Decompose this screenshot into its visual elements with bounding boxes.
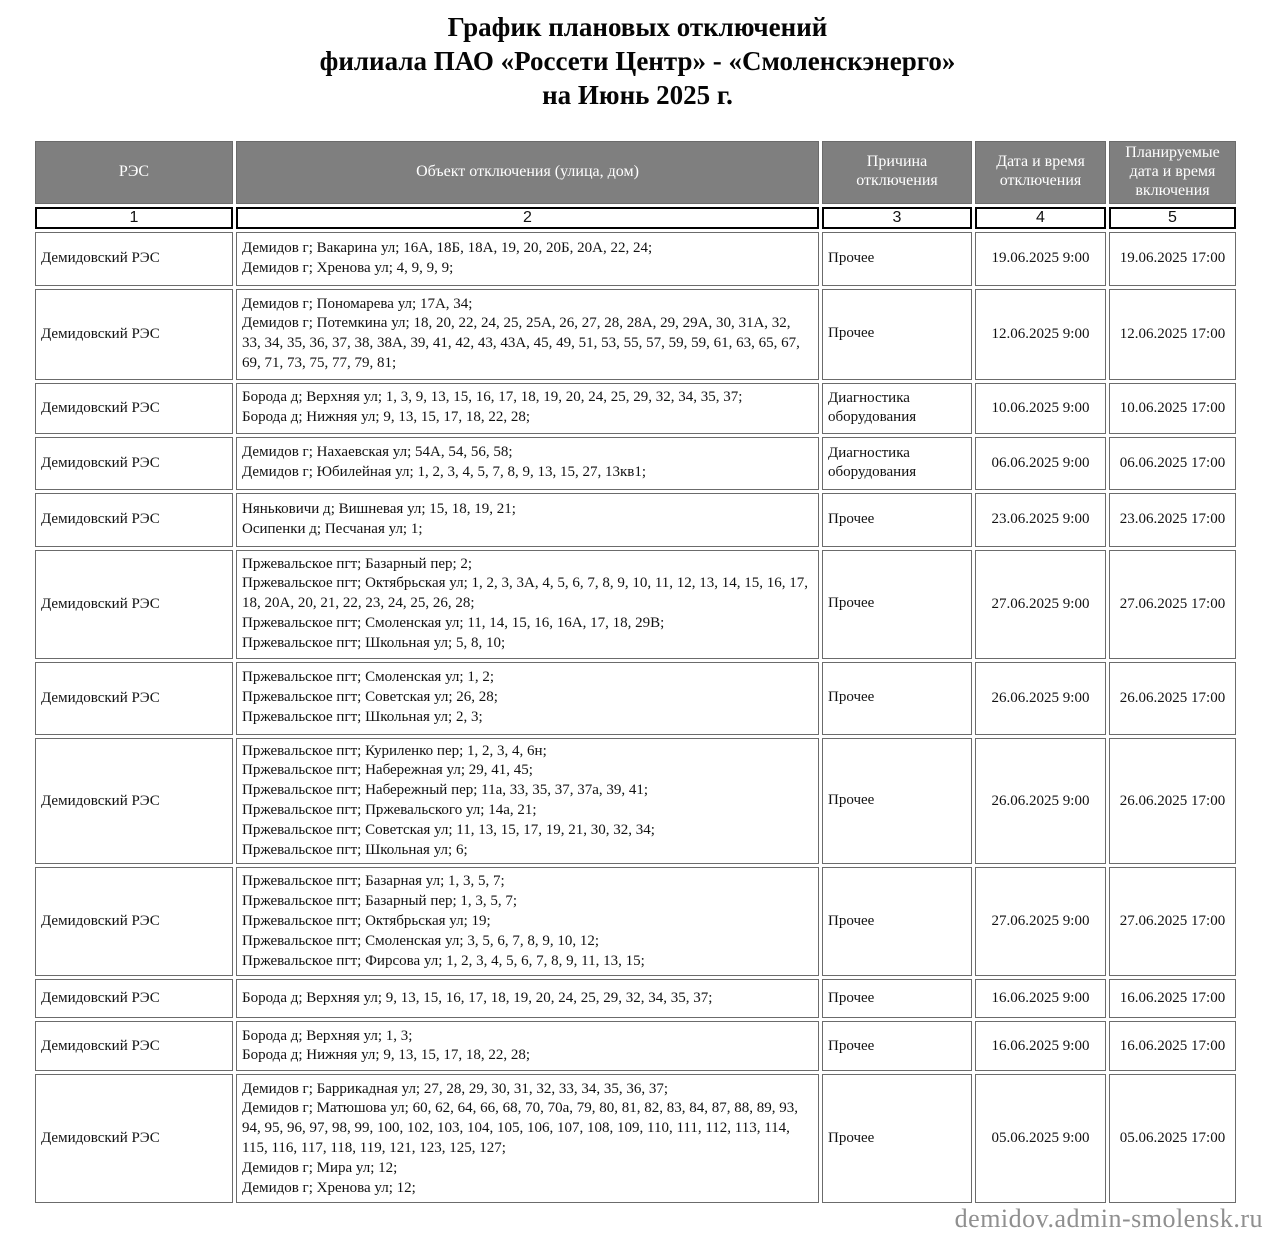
object-line: Пржевальское пгт; Набережная ул; 29, 41, 45; — [242, 762, 533, 779]
reason-cell: Диагностика оборудования — [822, 383, 972, 434]
object-cell — [236, 437, 819, 490]
object-cell — [236, 550, 819, 659]
res-cell: Демидовский РЭС — [35, 437, 233, 490]
table-row — [35, 437, 1236, 490]
off-datetime-cell: 19.06.2025 9:00 — [975, 232, 1106, 286]
res-cell: Демидовский РЭС — [35, 383, 233, 434]
off-datetime-cell: 26.06.2025 9:00 — [975, 662, 1106, 735]
table-row — [35, 232, 1236, 286]
res-cell: Демидовский РЭС — [35, 493, 233, 547]
table-row — [35, 289, 1236, 380]
object-line: Демидов г; Мира ул; 12; — [242, 1159, 398, 1176]
table-row — [35, 738, 1236, 865]
object-line: Демидов г; Юбилейная ул; 1, 2, 3, 4, 5, 7, 8, 9, 13, 15, 27, 13кв1; — [242, 464, 646, 481]
res-cell: Демидовский РЭС — [35, 979, 233, 1018]
object-line: Пржевальское пгт; Набережный пер; 11а, 33, 35, 37, 37а, 39, 41; — [242, 782, 649, 799]
on-datetime-cell: 10.06.2025 17:00 — [1109, 383, 1236, 434]
on-datetime-cell: 27.06.2025 17:00 — [1109, 550, 1236, 659]
object-line: Пржевальское пгт; Смоленская ул; 1, 2; — [242, 669, 494, 686]
object-cell — [236, 738, 819, 865]
object-line: Борода д; Верхняя ул; 1, 3; — [242, 1027, 413, 1044]
off-datetime-cell: 26.06.2025 9:00 — [975, 738, 1106, 865]
object-line: Пржевальское пгт; Куриленко пер; 1, 2, 3, 4, 6н; — [242, 742, 547, 759]
on-datetime-cell: 27.06.2025 17:00 — [1109, 867, 1236, 976]
header-off-datetime: Дата и время отключения — [975, 141, 1106, 204]
object-cell — [236, 1021, 819, 1071]
reason-cell: Прочее — [822, 738, 972, 865]
site-watermark: demidov.admin-smolensk.ru — [954, 1204, 1263, 1233]
on-datetime-cell: 19.06.2025 17:00 — [1109, 232, 1236, 286]
header-label-row — [35, 141, 1236, 204]
table-row — [35, 1074, 1236, 1203]
reason-cell: Диагностика оборудования — [822, 437, 972, 490]
header-object: Объект отключения (улица, дом) — [236, 141, 819, 204]
header-number-row — [35, 207, 1236, 229]
reason-cell: Прочее — [822, 867, 972, 976]
object-cell — [236, 289, 819, 380]
off-datetime-cell: 27.06.2025 9:00 — [975, 867, 1106, 976]
object-line: Пржевальское пгт; Фирсова ул; 1, 2, 3, 4, 5, 6, 7, 8, 9, 11, 13, 15; — [242, 952, 645, 969]
header-res: РЭС — [35, 141, 233, 204]
object-line: Пржевальское пгт; Октябрьская ул; 19; — [242, 913, 491, 930]
off-datetime-cell: 23.06.2025 9:00 — [975, 493, 1106, 547]
off-datetime-cell: 16.06.2025 9:00 — [975, 1021, 1106, 1071]
column-number: 4 — [975, 207, 1106, 229]
object-line: Пржевальское пгт; Смоленская ул; 11, 14, 15, 16, 16А, 17, 18, 29В; — [242, 615, 665, 632]
table-body — [35, 232, 1236, 1204]
on-datetime-cell: 12.06.2025 17:00 — [1109, 289, 1236, 380]
on-datetime-cell: 26.06.2025 17:00 — [1109, 662, 1236, 735]
res-cell: Демидовский РЭС — [35, 232, 233, 286]
object-line: Пржевальское пгт; Базарный пер; 1, 3, 5, 7; — [242, 893, 518, 910]
column-number: 3 — [822, 207, 972, 229]
title-line-3: на Июнь 2025 г. — [542, 80, 733, 111]
object-line: Пржевальское пгт; Базарный пер; 2; — [242, 555, 473, 572]
table-row — [35, 383, 1236, 434]
res-cell: Демидовский РЭС — [35, 1021, 233, 1071]
object-line: Пржевальское пгт; Смоленская ул; 3, 5, 6, 7, 8, 9, 10, 12; — [242, 932, 599, 949]
off-datetime-cell: 16.06.2025 9:00 — [975, 979, 1106, 1018]
reason-cell: Прочее — [822, 550, 972, 659]
reason-cell: Прочее — [822, 979, 972, 1018]
object-line: Борода д; Верхняя ул; 9, 13, 15, 16, 17, 18, 19, 20, 24, 25, 29, 32, 34, 35, 37; — [242, 990, 713, 1007]
object-cell — [236, 979, 819, 1018]
off-datetime-cell: 06.06.2025 9:00 — [975, 437, 1106, 490]
title-line-1: График плановых отключений — [447, 12, 828, 42]
table-row — [35, 493, 1236, 547]
object-line: Демидов г; Хренова ул; 4, 9, 9, 9; — [242, 259, 454, 276]
header-reason: Причина отключения — [822, 141, 972, 204]
object-line: Демидов г; Хренова ул; 12; — [242, 1179, 416, 1196]
off-datetime-cell: 27.06.2025 9:00 — [975, 550, 1106, 659]
on-datetime-cell: 23.06.2025 17:00 — [1109, 493, 1236, 547]
off-datetime-cell: 05.06.2025 9:00 — [975, 1074, 1106, 1203]
object-cell — [236, 662, 819, 735]
table-row — [35, 1021, 1236, 1071]
title-line-2: филиала ПАО «Россети Центр» - «Смоленскэнерго» — [319, 46, 956, 77]
reason-cell: Прочее — [822, 662, 972, 735]
object-cell — [236, 493, 819, 547]
res-cell: Демидовский РЭС — [35, 550, 233, 659]
page-title — [0, 0, 1275, 112]
res-cell: Демидовский РЭС — [35, 738, 233, 865]
object-line: Пржевальское пгт; Советская ул; 11, 13, 15, 17, 19, 21, 30, 32, 34; — [242, 821, 655, 838]
object-line: Пржевальское пгт; Школьная ул; 5, 8, 10; — [242, 634, 506, 651]
res-cell: Демидовский РЭС — [35, 867, 233, 976]
on-datetime-cell: 16.06.2025 17:00 — [1109, 979, 1236, 1018]
object-line: Борода д; Верхняя ул; 1, 3, 9, 13, 15, 16, 17, 18, 19, 20, 24, 25, 29, 32, 34, 35, 37; — [242, 389, 743, 406]
on-datetime-cell: 05.06.2025 17:00 — [1109, 1074, 1236, 1203]
table-row — [35, 979, 1236, 1018]
object-line: Борода д; Нижняя ул; 9, 13, 15, 17, 18, 22, 28; — [242, 409, 530, 426]
object-line: Пржевальское пгт; Базарная ул; 1, 3, 5, 7; — [242, 873, 505, 890]
object-line: Демидов г; Вакарина ул; 16А, 18Б, 18А, 19, 20, 20Б, 20А, 22, 24; — [242, 239, 653, 256]
object-line: Демидов г; Матюшова ул; 60, 62, 64, 66, 68, 70, 70а, 79, 80, 81, 82, 83, 84, 87, 88, 89, 93, 94, 95, 96, 97, 98, 99, 100, 102, 103, 104, 105, 106, 107, 108, 109, 110, 111, 112, 113, 114, 115, 116, 117, 118, 119, 121, 123, 125, 127; — [242, 1100, 798, 1156]
object-line: Борода д; Нижняя ул; 9, 13, 15, 17, 18, 22, 28; — [242, 1047, 530, 1064]
object-line: Демидов г; Потемкина ул; 18, 20, 22, 24, 25, 25А, 26, 27, 28, 28А, 29, 29А, 30, 31А, 32, 33, 34, 35, 36, 37, 38, 38А, 39, 41, 42, 43, 43А, 45, 49, 51, 53, 55, 57, 59, 59, 61, 63, 65, 67, 69, 71, 73, 75, 77, 79, 81; — [242, 315, 800, 371]
reason-cell: Прочее — [822, 493, 972, 547]
object-line: Пржевальское пгт; Пржевальского ул; 14а, 21; — [242, 802, 537, 819]
object-cell — [236, 383, 819, 434]
table-row — [35, 867, 1236, 976]
object-line: Демидов г; Баррикадная ул; 27, 28, 29, 30, 31, 32, 33, 34, 35, 36, 37; — [242, 1080, 669, 1097]
reason-cell: Прочее — [822, 232, 972, 286]
column-number: 2 — [236, 207, 819, 229]
reason-cell: Прочее — [822, 289, 972, 380]
table-header — [35, 141, 1236, 229]
object-line: Няньковичи д; Вишневая ул; 15, 18, 19, 21; — [242, 500, 516, 517]
object-line: Пржевальское пгт; Октябрьская ул; 1, 2, 3, 3А, 4, 5, 6, 7, 8, 9, 10, 11, 12, 13, 14, 15, 16, 17, 18, 20А, 20, 21, 22, 23, 24, 25, 26, 28; — [242, 575, 809, 612]
object-line: Пржевальское пгт; Школьная ул; 6; — [242, 841, 468, 858]
res-cell: Демидовский РЭС — [35, 289, 233, 380]
on-datetime-cell: 26.06.2025 17:00 — [1109, 738, 1236, 865]
on-datetime-cell: 16.06.2025 17:00 — [1109, 1021, 1236, 1071]
object-cell — [236, 232, 819, 286]
table-row — [35, 550, 1236, 659]
object-cell — [236, 1074, 819, 1203]
off-datetime-cell: 10.06.2025 9:00 — [975, 383, 1106, 434]
object-cell — [236, 867, 819, 976]
res-cell: Демидовский РЭС — [35, 1074, 233, 1203]
column-number: 1 — [35, 207, 233, 229]
object-line: Пржевальское пгт; Школьная ул; 2, 3; — [242, 709, 483, 726]
off-datetime-cell: 12.06.2025 9:00 — [975, 289, 1106, 380]
reason-cell: Прочее — [822, 1021, 972, 1071]
outage-schedule-table — [32, 138, 1239, 1206]
object-line: Пржевальское пгт; Советская ул; 26, 28; — [242, 689, 498, 706]
on-datetime-cell: 06.06.2025 17:00 — [1109, 437, 1236, 490]
object-line: Осипенки д; Песчаная ул; 1; — [242, 520, 423, 537]
object-line: Демидов г; Пономарева ул; 17А, 34; — [242, 295, 473, 312]
header-on-datetime: Планируемые дата и время включения — [1109, 141, 1236, 204]
res-cell: Демидовский РЭС — [35, 662, 233, 735]
reason-cell: Прочее — [822, 1074, 972, 1203]
table-row — [35, 662, 1236, 735]
column-number: 5 — [1109, 207, 1236, 229]
object-line: Демидов г; Нахаевская ул; 54А, 54, 56, 58; — [242, 444, 513, 461]
